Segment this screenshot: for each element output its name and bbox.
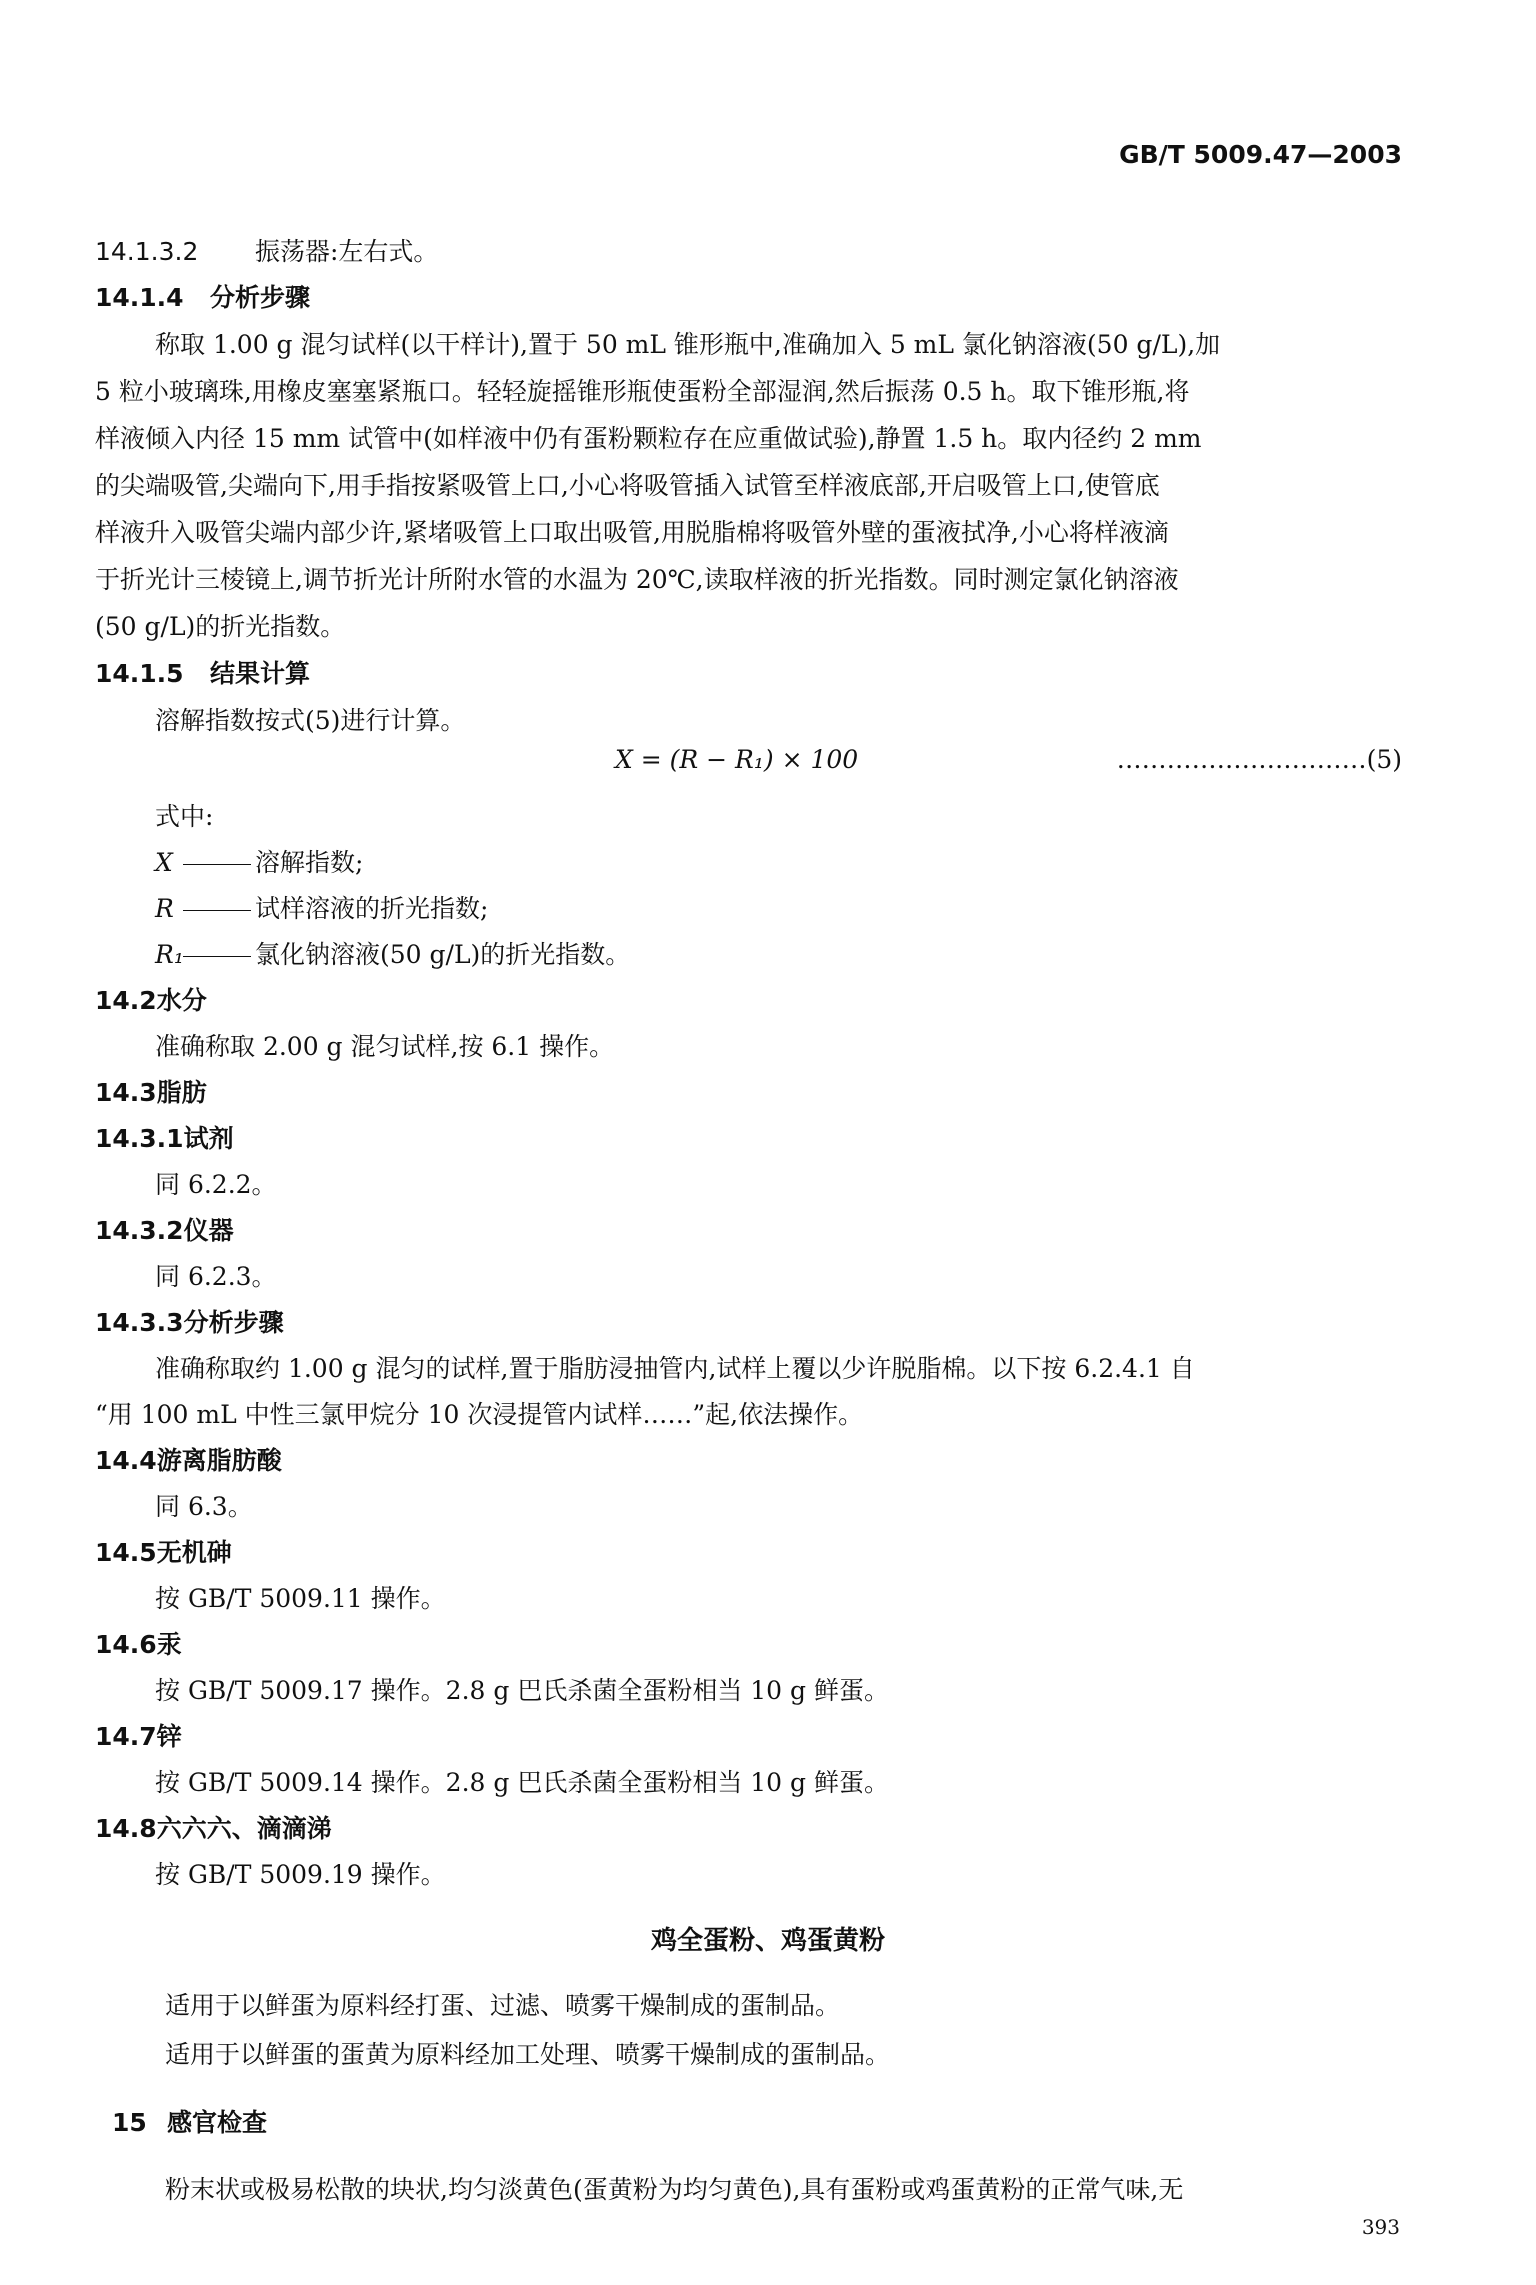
heading-title: 汞: [156, 1630, 182, 1659]
heading-title: 水分: [156, 986, 207, 1015]
procedure-line: 样液倾入内径 15 mm 试管中(如样液中仍有蛋粉颗粒存在应重做试验),静置 1.5 h。取内径约 2 mm: [95, 424, 1202, 453]
dash-rule: [183, 864, 251, 865]
heading-14-3: [95, 1073, 207, 1109]
variable-desc: 溶解指数;: [255, 848, 364, 877]
variable-symbol: R: [155, 894, 174, 923]
heading-title: 游离脂肪酸: [156, 1446, 282, 1475]
scope-line: 适用于以鲜蛋为原料经打蛋、过滤、喷雾干燥制成的蛋制品。: [165, 1991, 841, 2020]
heading-number: 14.5: [95, 1538, 157, 1567]
clause-text: 粉末状或极易松散的块状,均匀淡黄色(蛋黄粉为均匀黄色),具有蛋粉或鸡蛋黄粉的正常气味,无: [165, 2175, 1184, 2204]
clause-text: 准确称取 2.00 g 混匀试样,按 6.1 操作。: [155, 1032, 615, 1061]
heading-title: 仪器: [183, 1216, 234, 1245]
heading-number: 14.3.1: [95, 1124, 184, 1153]
variable-symbol: X: [155, 848, 173, 877]
variable-def: [155, 843, 363, 879]
heading-title: 脂肪: [156, 1078, 207, 1107]
clause-text: “用 100 mL 中性三氯甲烷分 10 次浸提管内试样……”起,依法操作。: [95, 1400, 864, 1429]
formula: X = (R − R₁) × 100: [615, 745, 859, 774]
heading-title: 分析步骤: [210, 283, 311, 312]
heading-title: 试剂: [183, 1124, 234, 1153]
formula-intro: 溶解指数按式(5)进行计算。: [155, 706, 466, 735]
heading-title: 无机砷: [156, 1538, 232, 1567]
heading-number: 14.4: [95, 1446, 157, 1475]
scope-line: 适用于以鲜蛋的蛋黄为原料经加工处理、喷雾干燥制成的蛋制品。: [165, 2040, 891, 2069]
clause-text: 按 GB/T 5009.19 操作。: [155, 1860, 446, 1889]
variable-def: [155, 935, 630, 971]
variable-desc: 试样溶液的折光指数;: [255, 894, 489, 923]
procedure-line: 于折光计三棱镜上,调节折光计所附水管的水温为 20℃,读取样液的折光指数。同时测定氯化钠溶液: [95, 565, 1179, 594]
heading-14-3-2: [95, 1211, 234, 1247]
clause-text: 同 6.2.2。: [155, 1170, 277, 1199]
heading-number: 14.3.3: [95, 1308, 184, 1337]
procedure-line: 的尖端吸管,尖端向下,用手指按紧吸管上口,小心将吸管插入试管至样液底部,开启吸管上口,使管底: [95, 471, 1160, 500]
heading-14-3-3: [95, 1303, 284, 1339]
dash-rule: [183, 956, 251, 957]
clause-number: 14.1.3.2: [95, 237, 199, 266]
heading-number: 14.3: [95, 1078, 157, 1107]
clause-text: 同 6.2.3。: [155, 1262, 277, 1291]
heading-number: 14.1.5: [95, 659, 184, 688]
heading-number: 15: [112, 2108, 147, 2137]
clause-text: 振荡器:左右式。: [255, 237, 439, 266]
heading-number: 14.8: [95, 1814, 157, 1843]
clause-text: 按 GB/T 5009.14 操作。2.8 g 巴氏杀菌全蛋粉相当 10 g 鲜蛋。: [155, 1768, 889, 1797]
standard-code: GB/T 5009.47—2003: [1119, 140, 1402, 169]
heading-number: 14.6: [95, 1630, 157, 1659]
where-label: 式中:: [155, 802, 214, 831]
clause-text: 同 6.3。: [155, 1492, 253, 1521]
heading-14-5: [95, 1533, 232, 1569]
page-number: 393: [1361, 2215, 1400, 2239]
heading-14-6: [95, 1625, 182, 1661]
heading-14-1-4: [95, 278, 310, 314]
heading-title: 六六六、滴滴涕: [156, 1814, 332, 1843]
procedure-line: 5 粒小玻璃珠,用橡皮塞塞紧瓶口。轻轻旋摇锥形瓶使蛋粉全部湿润,然后振荡 0.5 h。取下锥形瓶,将: [95, 377, 1190, 406]
clause-text: 按 GB/T 5009.11 操作。: [155, 1584, 446, 1613]
heading-15: [112, 2103, 267, 2139]
dash-rule: [183, 910, 251, 911]
heading-title: 分析步骤: [183, 1308, 284, 1337]
formula-number: …………………………(5): [1116, 745, 1402, 774]
heading-14-4: [95, 1441, 282, 1477]
variable-symbol: R₁: [155, 940, 184, 969]
heading-title: 感官检查: [167, 2108, 268, 2137]
clause-text: 按 GB/T 5009.17 操作。2.8 g 巴氏杀菌全蛋粉相当 10 g 鲜蛋。: [155, 1676, 889, 1705]
heading-title: 锌: [156, 1722, 182, 1751]
heading-14-1-5: [95, 654, 310, 690]
part-title: 鸡全蛋粉、鸡蛋黄粉: [650, 1926, 885, 1956]
heading-number: 14.3.2: [95, 1216, 184, 1245]
heading-title: 结果计算: [210, 659, 311, 688]
clause-14-1-3-2: [95, 232, 438, 268]
heading-14-7: [95, 1717, 182, 1753]
heading-number: 14.7: [95, 1722, 157, 1751]
heading-number: 14.1.4: [95, 283, 184, 312]
variable-def: [155, 889, 488, 925]
procedure-line: 称取 1.00 g 混匀试样(以干样计),置于 50 mL 锥形瓶中,准确加入 5 mL 氯化钠溶液(50 g/L),加: [155, 330, 1221, 359]
clause-text: 准确称取约 1.00 g 混匀的试样,置于脂肪浸抽管内,试样上覆以少许脱脂棉。以下按 6.2.4.1 自: [155, 1354, 1195, 1383]
heading-14-3-1: [95, 1119, 234, 1155]
procedure-line: (50 g/L)的折光指数。: [95, 612, 346, 641]
heading-14-8: [95, 1809, 332, 1845]
heading-number: 14.2: [95, 986, 157, 1015]
procedure-line: 样液升入吸管尖端内部少许,紧堵吸管上口取出吸管,用脱脂棉将吸管外壁的蛋液拭净,小心将样液滴: [95, 518, 1169, 547]
variable-desc: 氯化钠溶液(50 g/L)的折光指数。: [255, 940, 631, 969]
heading-14-2: [95, 981, 207, 1017]
